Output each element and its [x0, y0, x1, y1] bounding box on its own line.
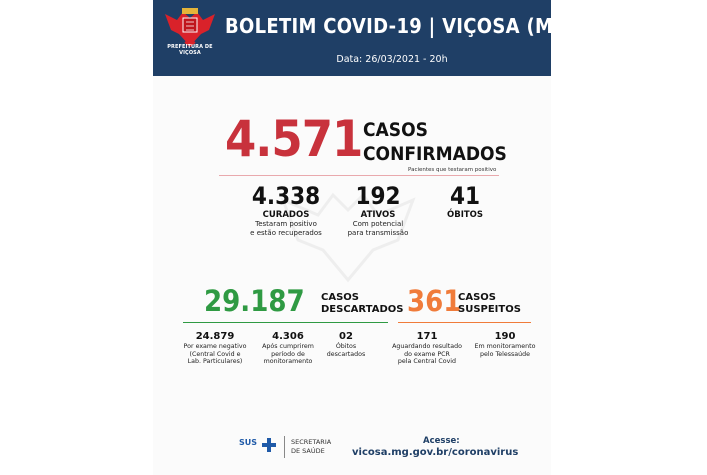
- suspects-label-line1: CASOS: [458, 292, 496, 303]
- active-value: 192: [355, 182, 401, 210]
- recovered-value: 4.338: [251, 182, 321, 210]
- discarded-negative-desc-1: Por exame negativo: [183, 343, 247, 350]
- active-stat: [338, 183, 418, 237]
- suspects-awaiting-desc-1: Aguardando resultado: [392, 343, 462, 350]
- secretariat-line1: SECRETARIA: [291, 438, 332, 446]
- footer-divider: [284, 436, 285, 458]
- discarded-deaths-value: 02: [339, 331, 353, 342]
- discarded-negative-desc-2: (Central Covid e: [189, 350, 241, 358]
- header-banner: [153, 0, 577, 76]
- bulletin-card: [153, 0, 577, 475]
- confirmed-cases-label: [363, 118, 507, 166]
- suspects-awaiting-desc-2: do exame PCR: [404, 350, 450, 358]
- confirmed-label-line2: CONFIRMADOS: [363, 143, 507, 165]
- suspects-telehealth-desc-2: pelo Telessaúde: [479, 350, 531, 358]
- discarded-cases-label: [321, 292, 403, 316]
- deaths-value: 41: [449, 182, 481, 210]
- discarded-negative-test: [171, 331, 259, 366]
- suspects-telehealth: [469, 331, 541, 358]
- suspects-awaiting-pcr: [387, 331, 467, 366]
- suspects-awaiting-value: 171: [416, 331, 438, 342]
- recovered-label: CURADOS: [262, 210, 310, 220]
- recovered-desc-2: e estão recuperados: [250, 228, 322, 237]
- suspects-awaiting-desc-3: pela Central Covid: [397, 358, 457, 365]
- confirmed-cases-value: 4.571: [225, 110, 363, 168]
- divider-green: [183, 322, 388, 323]
- access-label: Acesse:: [423, 436, 460, 446]
- active-label: ATIVOS: [360, 210, 396, 220]
- confirmed-label-line1: CASOS: [363, 119, 428, 141]
- suspects-label-line2: SUSPEITOS: [458, 304, 521, 315]
- bulletin-date: Data: 26/03/2021 - 20h: [336, 54, 448, 65]
- deaths-stat: [443, 183, 487, 220]
- health-secretariat: [291, 438, 331, 455]
- deaths-label: ÓBITOS: [446, 210, 483, 220]
- sus-logo-text: SUS: [239, 438, 258, 447]
- discarded-monitoring-desc-2: período de: [271, 350, 305, 358]
- health-cross-icon: [261, 437, 277, 453]
- discarded-label-line1: CASOS: [321, 292, 359, 303]
- discarded-cases-value: 29.187: [204, 284, 305, 318]
- secretariat-line2: DE SAÚDE: [291, 446, 325, 455]
- recovered-stat: [231, 183, 341, 237]
- discarded-monitoring-desc-3: monitoramento: [263, 358, 313, 365]
- active-desc-1: Com potencial: [352, 220, 404, 228]
- suspects-telehealth-value: 190: [494, 331, 516, 342]
- discarded-monitoring: [253, 331, 323, 366]
- active-desc-2: para transmissão: [347, 228, 409, 237]
- divider-red: [219, 175, 499, 176]
- access-url-link[interactable]: vicosa.mg.gov.br/coronavirus: [352, 447, 519, 458]
- discarded-deaths-desc-2: descartados: [326, 350, 366, 358]
- discarded-deaths-desc-1: Óbitos: [335, 343, 357, 350]
- logo-caption: PREFEITURA DE VIÇOSA: [167, 44, 213, 56]
- discarded-monitoring-value: 4.306: [272, 331, 304, 342]
- recovered-desc-1: Testaram positivo: [255, 220, 317, 228]
- discarded-deaths: [321, 331, 371, 358]
- suspects-telehealth-desc-1: Em monitoramento: [474, 343, 536, 350]
- page-title: BOLETIM COVID-19 | VIÇOSA (MG): [225, 14, 577, 38]
- divider-orange: [398, 322, 531, 323]
- discarded-negative-value: 24.879: [195, 331, 235, 342]
- suspect-cases-label: [458, 292, 521, 316]
- discarded-monitoring-desc-1: Após cumprirem: [262, 343, 314, 350]
- confirmed-cases-subtitle: Pacientes que testaram positivo: [408, 167, 497, 173]
- discarded-label-line2: DESCARTADOS: [321, 304, 404, 315]
- discarded-negative-desc-3: Lab. Particulares): [187, 358, 243, 365]
- suspect-cases-value: 361: [407, 284, 462, 318]
